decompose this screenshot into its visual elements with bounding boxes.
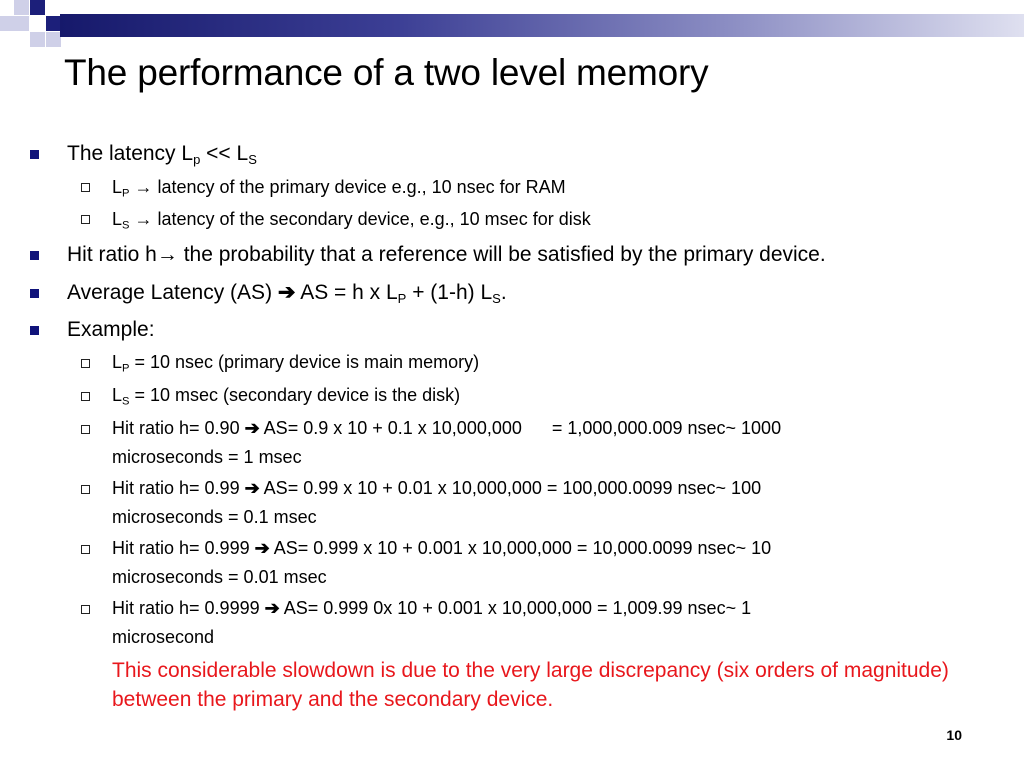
- slide-title: The performance of a two level memory: [64, 52, 709, 93]
- sub-bullet-box: [81, 605, 90, 614]
- arrow-icon: ➔: [254, 538, 270, 558]
- text: the probability that a reference will be satisfied by the primary device.: [177, 243, 826, 266]
- subscript: P: [122, 187, 130, 200]
- text: Hit ratio h: [67, 243, 157, 266]
- bullet-square: [30, 289, 39, 298]
- subscript: p: [193, 151, 201, 167]
- example-line: microsecond: [112, 627, 215, 647]
- text: AS = h x L: [295, 281, 398, 304]
- subscript: S: [492, 290, 501, 306]
- subscript: S: [248, 151, 257, 167]
- bullet-square: [30, 326, 39, 335]
- text: L: [112, 177, 123, 197]
- text: L: [112, 385, 123, 405]
- text: Average Latency (AS): [67, 281, 278, 304]
- text: L: [112, 209, 123, 229]
- text: AS= 0.999 0x 10 + 0.001 x 10,000,000 = 1,009.99 nsec~ 1: [279, 598, 752, 618]
- text: AS= 0.99 x 10 + 0.01 x 10,000,000 = 100,000.0099 nsec~ 100: [259, 478, 762, 498]
- arrow-icon: ➔: [244, 418, 260, 438]
- arrow-icon: →: [156, 243, 178, 266]
- example-hit-0999: [112, 534, 771, 592]
- text: AS= 0.999 x 10 + 0.001 x 10,000,000 = 10,000.0099 nsec~ 10: [269, 538, 772, 558]
- sub-bullet-box: [81, 425, 90, 434]
- bullet-latency: [67, 140, 257, 168]
- arrow-icon: →: [134, 177, 153, 197]
- text: AS= 0.9 x 10 + 0.1 x 10,000,000 = 1,000,000.009 nsec~ 1000: [259, 418, 782, 438]
- example-line: microseconds = 0.1 msec: [112, 507, 317, 527]
- arrow-icon: →: [134, 209, 153, 229]
- bullet-square: [30, 150, 39, 159]
- text: Hit ratio h= 0.99: [112, 478, 245, 498]
- text: = 10 msec (secondary device is the disk): [129, 385, 461, 405]
- sub-bullet-box: [81, 545, 90, 554]
- subscript: P: [397, 290, 407, 306]
- example-hit-099: [112, 474, 761, 532]
- text: << L: [200, 142, 249, 165]
- subscript: P: [122, 362, 130, 375]
- bullet-hit-ratio: [67, 241, 826, 269]
- arrow-icon: ➔: [244, 478, 260, 498]
- sub-bullet-box: [81, 215, 90, 224]
- sub-bullet-box: [81, 392, 90, 401]
- sub-bullet-box: [81, 485, 90, 494]
- text: The latency L: [67, 142, 194, 165]
- text: latency of the secondary device, e.g., 10 msec for disk: [152, 209, 591, 229]
- text: = 10 nsec (primary device is main memory): [129, 352, 480, 372]
- slowdown-note: This considerable slowdown is due to the very large discrepancy (six orders of magnitude) between the primary and the secondary device.: [112, 659, 949, 711]
- bullet-square: [30, 251, 39, 260]
- example-line: [112, 414, 781, 443]
- text: Hit ratio h= 0.999: [112, 538, 255, 558]
- arrow-icon: ➔: [264, 598, 280, 618]
- example-line: [112, 534, 771, 563]
- bullet-average-latency: [67, 279, 507, 307]
- example-ls: [112, 381, 460, 410]
- example-line: [112, 474, 761, 503]
- sub-bullet-box: [81, 183, 90, 192]
- example-line: microseconds = 1 msec: [112, 447, 302, 467]
- text: latency of the primary device e.g., 10 nsec for RAM: [152, 177, 566, 197]
- bullet-example: Example:: [67, 318, 155, 341]
- bullet-latency-secondary: [112, 205, 591, 234]
- sub-bullet-box: [81, 359, 90, 368]
- example-hit-09999: [112, 594, 751, 652]
- example-line: microseconds = 0.01 msec: [112, 567, 327, 587]
- text: Hit ratio h= 0.9999: [112, 598, 265, 618]
- text: Hit ratio h= 0.90: [112, 418, 245, 438]
- arrow-icon: ➔: [277, 281, 296, 304]
- page-number: 10: [946, 727, 962, 743]
- subscript: S: [122, 395, 130, 408]
- subscript: S: [122, 219, 130, 232]
- text: .: [500, 281, 507, 304]
- bullet-latency-primary: [112, 173, 566, 202]
- example-line: [112, 594, 751, 623]
- example-hit-090: [112, 414, 781, 472]
- text: + (1-h) L: [406, 281, 493, 304]
- text: L: [112, 352, 123, 372]
- example-lp: [112, 348, 479, 377]
